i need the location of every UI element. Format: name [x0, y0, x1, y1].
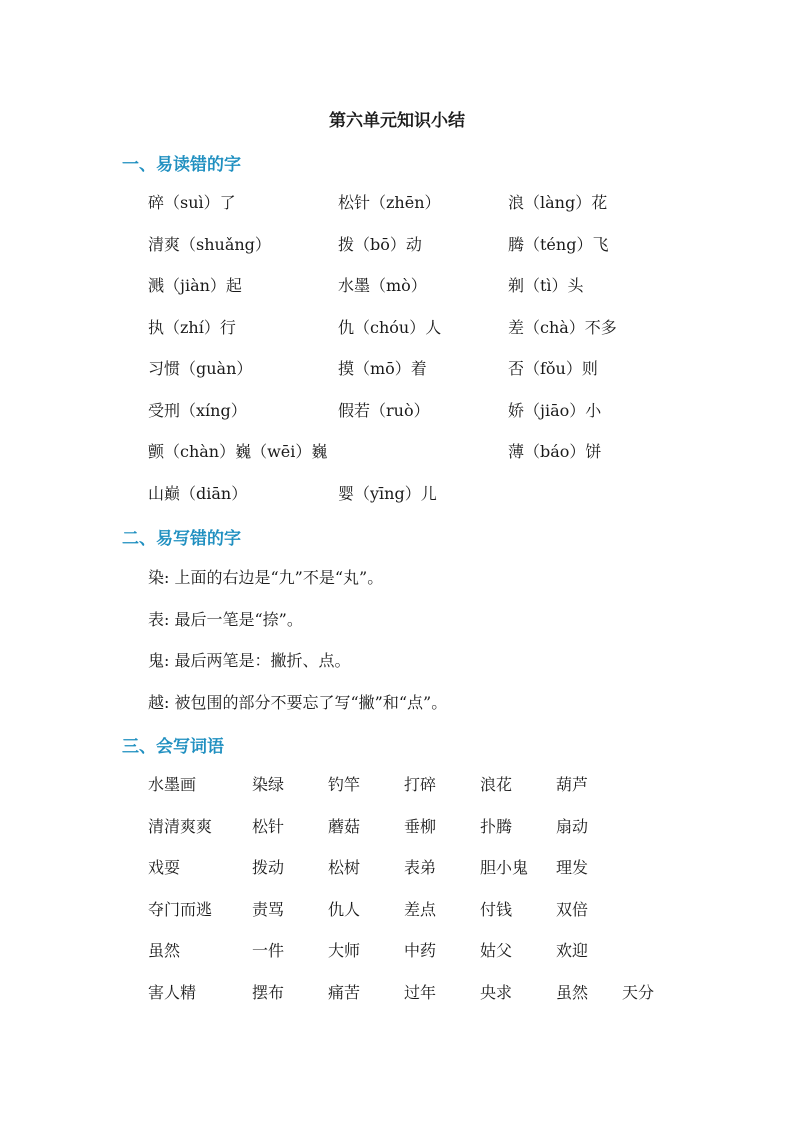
vocab-word: 蘑菇 — [328, 816, 361, 836]
writing-tip: 表: 最后一笔是“捺”。 — [148, 609, 303, 629]
vocab-word: 葫芦 — [556, 775, 589, 794]
pinyin-entry: 习惯（guàn） — [148, 359, 253, 378]
pinyin-entry: 碎（suì）了 — [148, 193, 236, 212]
table-row — [0, 232, 794, 256]
vocab-word: 松针 — [252, 816, 285, 836]
vocab-word: 付钱 — [480, 899, 513, 919]
table-row — [0, 356, 794, 380]
vocab-word: 仇人 — [328, 899, 361, 919]
vocab-word: 欢迎 — [556, 941, 589, 960]
vocab-word: 虽然 — [148, 941, 181, 960]
table-row — [0, 980, 794, 1004]
pinyin-entry: 假若（ruò） — [338, 400, 430, 420]
writing-tip: 鬼: 最后两笔是：撇折、点。 — [148, 651, 351, 670]
table-row — [0, 938, 794, 962]
table-row — [0, 273, 794, 297]
pinyin-entry: 浪（làng）花 — [508, 193, 608, 212]
pinyin-entry: 薄（báo）饼 — [508, 442, 602, 461]
pinyin-entry: 否（fǒu）则 — [508, 359, 598, 378]
pinyin-entry: 摸（mō）着 — [338, 359, 427, 378]
table-row — [0, 190, 794, 214]
pinyin-entry: 受刑（xíng） — [148, 400, 247, 420]
table-row — [0, 897, 794, 921]
table-row — [0, 814, 794, 838]
pinyin-entry: 清爽（shuǎng） — [148, 234, 271, 254]
vocab-word: 表弟 — [404, 858, 437, 877]
pinyin-entry: 差（chà）不多 — [508, 317, 617, 337]
vocab-word: 扇动 — [556, 816, 589, 836]
vocab-word: 天分 — [622, 982, 655, 1002]
vocab-word: 钓竿 — [328, 775, 361, 794]
vocab-word: 理发 — [556, 858, 589, 877]
section-heading-vocab: 三、会写词语 — [122, 737, 224, 757]
vocab-word: 过年 — [404, 982, 437, 1002]
vocab-word: 央求 — [480, 982, 513, 1002]
vocab-word: 松树 — [328, 858, 361, 877]
pinyin-entry: 拨（bō）动 — [338, 234, 422, 254]
vocab-word: 打碎 — [404, 775, 437, 794]
vocab-word: 垂柳 — [404, 816, 437, 836]
pinyin-entry: 颤（chàn）巍（wēi）巍 — [148, 442, 328, 461]
table-row — [0, 439, 794, 463]
vocab-word: 摆布 — [252, 982, 285, 1002]
table-row — [0, 481, 794, 505]
pinyin-entry: 婴（yīng）儿 — [338, 483, 437, 503]
vocab-word: 浪花 — [480, 775, 513, 794]
vocab-word: 中药 — [404, 941, 437, 960]
vocab-word: 大师 — [328, 941, 361, 960]
vocab-word: 扑腾 — [480, 816, 513, 836]
vocab-word: 一件 — [252, 941, 285, 960]
writing-tip: 越: 被包围的部分不要忘了写“撇”和“点”。 — [148, 692, 448, 712]
vocab-word: 差点 — [404, 899, 437, 919]
vocab-word: 责骂 — [252, 899, 285, 919]
pinyin-entry: 剃（tì）头 — [508, 276, 584, 295]
table-row — [0, 855, 794, 879]
pinyin-entry: 水墨（mò） — [338, 276, 427, 295]
pinyin-entry: 仇（chóu）人 — [338, 317, 442, 337]
pinyin-entry: 松针（zhēn） — [338, 193, 441, 212]
table-row — [0, 772, 794, 796]
pinyin-entry: 娇（jiāo）小 — [508, 400, 602, 420]
vocab-word: 拨动 — [252, 858, 285, 877]
page-title: 第六单元知识小结 — [329, 111, 465, 131]
table-row — [0, 315, 794, 339]
writing-tip: 染: 上面的右边是“九”不是“丸”。 — [148, 568, 384, 587]
vocab-word: 清清爽爽 — [148, 816, 213, 836]
pinyin-entry: 山巅（diān） — [148, 483, 248, 503]
vocab-word: 痛苦 — [328, 982, 361, 1002]
table-row — [0, 398, 794, 422]
vocab-word: 双倍 — [556, 899, 589, 919]
pinyin-entry: 腾（téng）飞 — [508, 234, 609, 254]
section-heading-miswritten: 二、易写错的字 — [122, 529, 241, 549]
pinyin-entry: 执（zhí）行 — [148, 317, 236, 337]
vocab-word: 水墨画 — [148, 775, 197, 794]
pinyin-entry: 溅（jiàn）起 — [148, 276, 242, 295]
vocab-word: 姑父 — [480, 941, 513, 960]
vocab-word: 虽然 — [556, 982, 589, 1002]
section-heading-misread: 一、易读错的字 — [122, 155, 241, 175]
vocab-word: 胆小鬼 — [480, 858, 529, 877]
vocab-word: 戏耍 — [148, 858, 181, 877]
vocab-word: 夺门而逃 — [148, 899, 213, 919]
vocab-word: 害人精 — [148, 982, 197, 1002]
vocab-word: 染绿 — [252, 775, 285, 794]
